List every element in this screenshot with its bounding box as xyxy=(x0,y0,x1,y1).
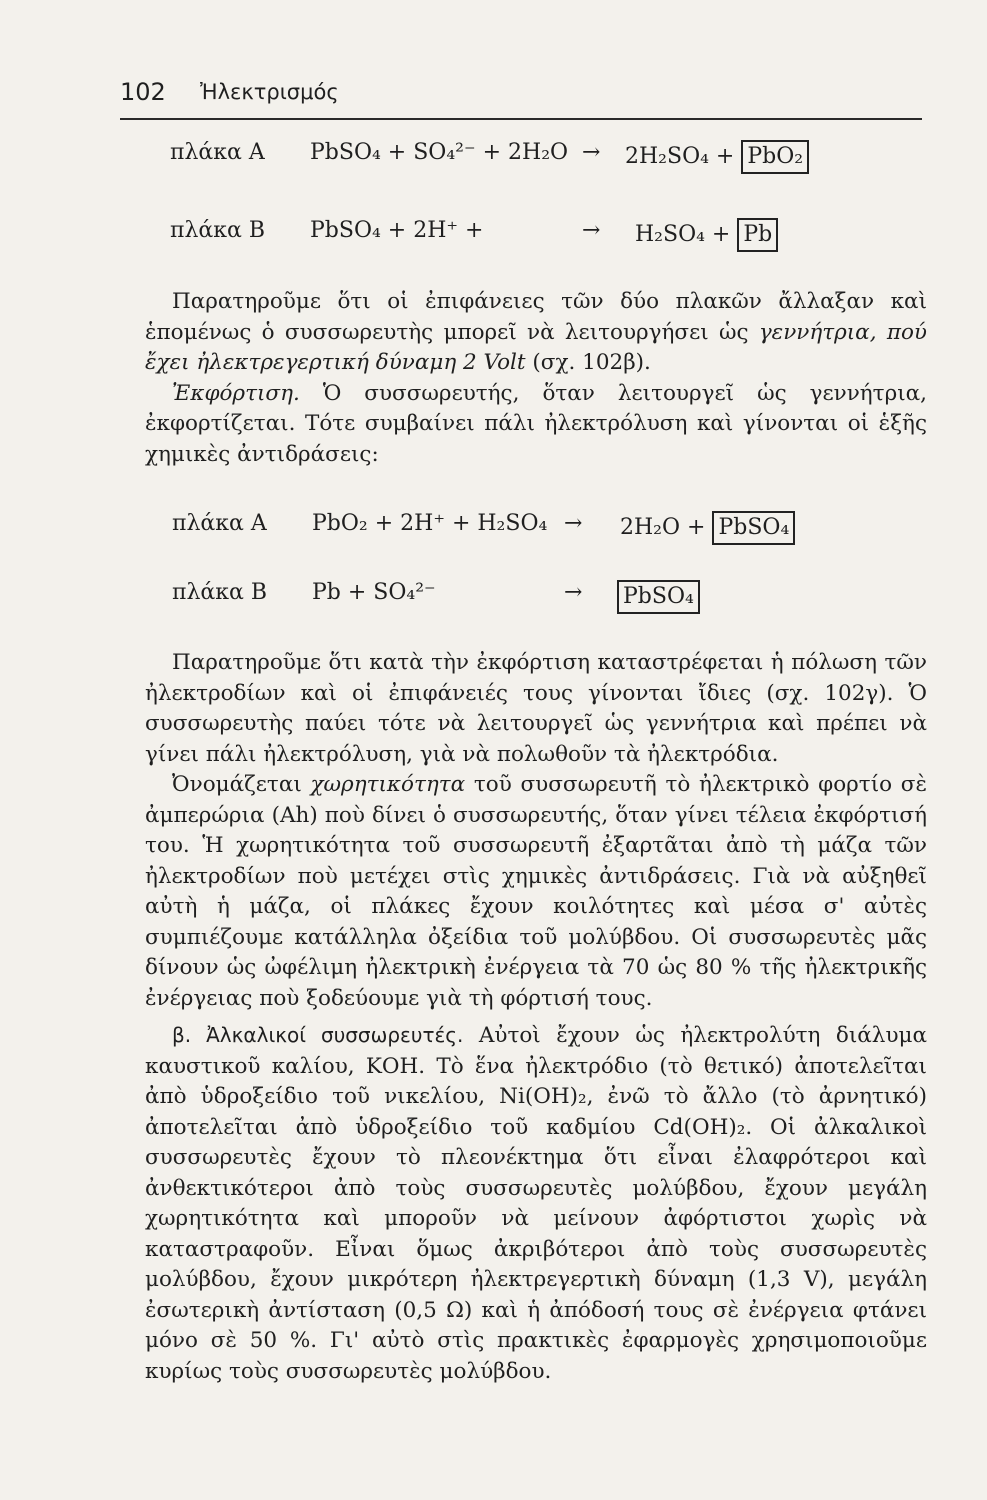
reaction-arrow: → xyxy=(564,580,583,605)
italic-run: γεννήτρια, πού ἔχει ἠλεκτρεγερτική δύναμη 2 Volt xyxy=(145,319,927,375)
text-run: Ὁ συσσωρευτής, ὅταν λειτουργεῖ ὡς γεννήτρια, ἐκφορτίζεται. Τότε συμβαίνει πάλι ἠλεκτρόλυση καὶ γίνονται οἱ ἑξῆς χημικὲς ἀντιδράσεις: xyxy=(145,380,927,467)
equation-products-text: 2H₂O + xyxy=(620,515,706,540)
text-run: Ὀνομάζεται xyxy=(172,772,311,797)
text-run: τοῦ συσσωρευτῆ τὸ ἠλεκτρικὸ φορτίο σὲ ἀμπερώρια (Ah) ποὺ δίνει ὁ συσσωρευτής, ὅταν γίνει τέλεια ἐκφόρτισή του. Ἡ χωρητικότητα τοῦ συσσωρευτῆ ἐξαρτᾶται ἀπὸ τὴ μάζα τῶν ἠλεκτροδίων ποὺ μετέχει στὶς χημικὲς ἀντιδράσεις. Γιὰ νὰ αὐξηθεῖ αὐτὴ ἡ μάζα, οἱ πλάκες ἔχουν κοιλότητες καὶ μέσα σ' αὐτὲς συμπιέζουμε κατάλληλα ὀξείδια τοῦ μολύβδου. Οἱ συσσωρευτὲς μᾶς δίνουν ὡς ὠφέλιμη ἠλεκτρικὴ ἐνέργεια τὰ 70 ὡς 80 % τῆς ἠλεκτρικῆς ἐνέργειας ποὺ ξοδεύουμε γιὰ τὴ φόρτισή τους. xyxy=(145,772,927,1011)
reaction-arrow: → xyxy=(582,140,601,165)
equation-reactants: Pb + SO₄²⁻ xyxy=(312,580,436,605)
text-run: (σχ. 102β). xyxy=(525,350,651,375)
equation-label: πλάκα Β xyxy=(172,580,268,605)
italic-term: χωρητικότητα xyxy=(310,772,466,797)
boxed-product: Pb xyxy=(737,218,778,252)
body-text-block-1 xyxy=(145,287,927,470)
boxed-product: PbO₂ xyxy=(741,140,809,174)
reaction-arrow: → xyxy=(582,218,601,243)
equation-products-text: H₂SO₄ + xyxy=(635,222,731,247)
paragraph: Παρατηροῦμε ὅτι κατὰ τὴν ἐκφόρτιση καταστρέφεται ἡ πόλωση τῶν ἠλεκτροδίων καὶ οἱ ἐπιφάνειές τους γίνονται ἴδιες (σχ. 102γ). Ὁ συσσωρευτὴς παύει τότε νὰ λειτουργεῖ ὡς γεννήτρια καὶ πρέπει νὰ γίνει πάλι ἠλεκτρόλυση, γιὰ νὰ πολωθοῦν τὰ ἠλεκτρόδια. xyxy=(145,650,927,767)
italic-term: Ἐκφόρτιση. xyxy=(172,380,300,406)
equation-products-text: 2H₂SO₄ + xyxy=(625,144,735,169)
equation-reactants: PbSO₄ + 2H⁺ + xyxy=(310,218,484,243)
paragraph xyxy=(145,1020,927,1387)
section-heading: β. Ἀλκαλικοί συσσωρευτές. xyxy=(172,1023,464,1047)
boxed-product: PbSO₄ xyxy=(617,580,700,614)
equation-label: πλάκα Α xyxy=(172,511,267,536)
equation-products xyxy=(620,511,795,545)
running-header xyxy=(120,78,922,118)
equation-reactants: PbSO₄ + SO₄²⁻ + 2H₂O xyxy=(310,140,569,165)
paragraph xyxy=(145,770,927,1014)
equation-label: πλάκα Β xyxy=(170,218,266,243)
text-run: Αὐτοὶ ἔχουν ὡς ἠλεκτρολύτη διάλυμα καυστικοῦ καλίου, ΚΟΗ. Τὸ ἕνα ἠλεκτρόδιο (τὸ θετικό) ἀποτελεῖται ἀπὸ ὑδροξείδιο τοῦ νικελίου, Ni(OH)₂, ἐνῶ τὸ ἄλλο (τὸ ἀρνητικό) ἀποτελεῖται ἀπὸ ὑδροξείδιο τοῦ καδμίου Cd(OH)₂. Οἱ ἀλκαλικοὶ συσσωρευτὲς ἔχουν τὸ πλεονέκτημα ὅτι εἶναι ἐλαφρότεροι καὶ ἀνθεκτικότεροι ἀπὸ τοὺς συσσωρευτὲς μολύβδου, ἔχουν μεγάλη χωρητικότητα καὶ μποροῦν νὰ μείνουν ἀφόρτιστοι χωρὶς νὰ καταστραφοῦν. Εἶναι ὅμως ἀκριβότεροι ἀπὸ τοὺς συσσωρευτὲς μολύβδου, ἔχουν μικρότερη ἠλεκτρεγερτικὴ δύναμη (1,3 V), μεγάλη ἐσωτερικὴ ἀντίσταση (0,5 Ω) καὶ ἡ ἀπόδοσή τους σὲ ἐνέργεια φτάνει μόνο σὲ 50 %. Γι' αὐτὸ στὶς πρακτικὲς ἐφαρμογὲς χρησιμοποιοῦμε κυρίως τοὺς συσσωρευτὲς μολύβδου. xyxy=(145,1023,928,1384)
boxed-product: PbSO₄ xyxy=(712,511,795,545)
page-number: 102 xyxy=(120,78,166,106)
reaction-arrow: → xyxy=(564,511,583,536)
equation-products xyxy=(625,140,809,174)
body-text-block-2 xyxy=(145,648,927,1387)
header-rule xyxy=(120,118,922,120)
equation-reactants: PbO₂ + 2H⁺ + H₂SO₄ xyxy=(312,511,548,536)
equation-products xyxy=(635,218,778,252)
paragraph xyxy=(145,287,927,379)
paragraph xyxy=(145,379,927,471)
equation-label: πλάκα Α xyxy=(170,140,265,165)
text-run: Παρατηροῦμε ὅτι οἱ ἐπιφάνειες τῶν δύο πλακῶν ἄλλαξαν καὶ ἑπομένως ὁ συσσωρευτὴς μπορεῖ νὰ λειτουργήσει ὡς xyxy=(145,289,927,345)
running-title: Ἠλεκτρισμός xyxy=(200,80,339,104)
equation-products xyxy=(617,580,700,614)
